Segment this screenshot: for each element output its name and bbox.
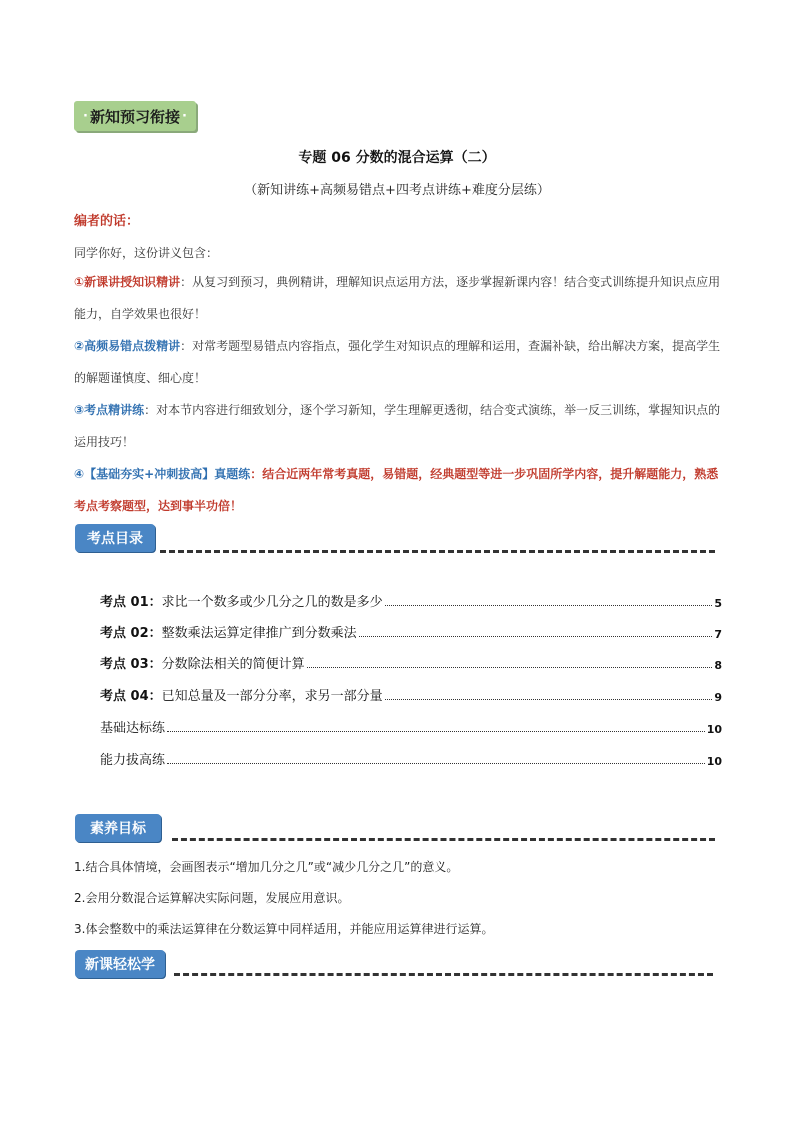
- learn-divider: [174, 973, 713, 976]
- toc-item-page: 10: [706, 755, 722, 768]
- paragraph-body: ：结合近两年常考真题，易错题，经典题型等进一步巩固所学内容，提升解题能力，熟悉考点考察题型，达到事半功倍！: [74, 467, 719, 513]
- toc-leader: [359, 635, 713, 637]
- toc-item[interactable]: [100, 652, 722, 672]
- toc-leader: [385, 604, 713, 606]
- toc-item-page: 10: [706, 723, 722, 736]
- toc-item-text: 能力拔高练: [100, 753, 166, 768]
- editor-intro: 同学你好，这份讲义包含：: [74, 246, 219, 260]
- toc-item-text: 求比一个数多或少几分之几的数是多少: [161, 595, 383, 610]
- toc-item-page: 8: [714, 659, 722, 672]
- toc-leader: [167, 730, 705, 732]
- goal-item: 1.结合具体情境，会画图表示“增加几分之几”或“减少几分之几”的意义。: [74, 860, 459, 874]
- toc-item[interactable]: [100, 590, 722, 610]
- paragraph-body: ：对常考题型易错点内容指点，强化学生对知识点的理解和运用，查漏补缺，给出解决方案，提高学生的解题谨慎度、细心度！: [74, 339, 721, 385]
- tag-dot-right: ·: [182, 108, 187, 124]
- toc-item-page: 5: [714, 597, 722, 610]
- editor-paragraph-1: [74, 266, 724, 330]
- toc-divider: [160, 550, 715, 553]
- page-title: 专题 06 分数的混合运算（二）: [298, 150, 496, 166]
- toc-item-page: 7: [714, 628, 722, 641]
- toc-section-tab: 考点目录: [75, 524, 155, 552]
- paragraph-head: ③考点精讲练: [74, 403, 145, 417]
- toc-item-prefix: 考点 03：: [100, 657, 162, 672]
- toc-leader: [167, 762, 705, 764]
- goal-item: 3.体会整数中的乘法运算律在分数运算中同样适用，并能应用运算律进行运算。: [74, 922, 494, 936]
- goal-item: 2.会用分数混合运算解决实际问题，发展应用意识。: [74, 891, 350, 905]
- paragraph-head: ④【基础夯实+冲刺拔高】真题练: [74, 467, 251, 481]
- toc-item-text: 基础达标练: [100, 721, 166, 736]
- toc-item[interactable]: [100, 716, 722, 736]
- toc-item[interactable]: [100, 748, 722, 768]
- paragraph-head: ①新课讲授知识精讲: [74, 275, 181, 289]
- editor-paragraph-3: [74, 394, 724, 458]
- toc-item-prefix: 考点 04：: [100, 689, 162, 704]
- editor-paragraph-4: [74, 458, 724, 522]
- toc-item[interactable]: [100, 621, 722, 641]
- toc-item-text: 分数除法相关的简便计算: [161, 657, 305, 672]
- paragraph-body: ：对本节内容进行细致划分，逐个学习新知，学生理解更透彻，结合变式演练，举一反三训练，掌握知识点的运用技巧！: [74, 403, 721, 449]
- toc-leader: [385, 698, 713, 700]
- toc-item-text: 已知总量及一部分分率，求另一部分量: [161, 689, 383, 704]
- paragraph-body: ：从复习到预习，典例精讲，理解知识点运用方法，逐步掌握新课内容！结合变式训练提升知识点应用能力，自学效果也很好！: [74, 275, 721, 321]
- toc-item-prefix: 考点 02：: [100, 626, 162, 641]
- editor-paragraph-2: [74, 330, 724, 394]
- toc-item[interactable]: [100, 684, 722, 704]
- editor-label: 编者的话：: [74, 214, 140, 229]
- learn-section-tab: 新课轻松学: [75, 950, 165, 978]
- toc-item-prefix: 考点 01：: [100, 595, 162, 610]
- paragraph-head: ②高频易错点拨精讲: [74, 339, 181, 353]
- tag-label: 新知预习衔接: [89, 107, 180, 126]
- toc-leader: [307, 666, 713, 668]
- goals-divider: [172, 838, 715, 841]
- toc-item-page: 9: [714, 691, 722, 704]
- goals-section-tab: 素养目标: [75, 814, 161, 842]
- page-subtitle: （新知讲练+高频易错点+四考点讲练+难度分层练）: [244, 183, 550, 198]
- preview-tag: [74, 101, 196, 131]
- toc-item-text: 整数乘法运算定律推广到分数乘法: [161, 626, 357, 641]
- tag-dot-left: ·: [83, 108, 88, 124]
